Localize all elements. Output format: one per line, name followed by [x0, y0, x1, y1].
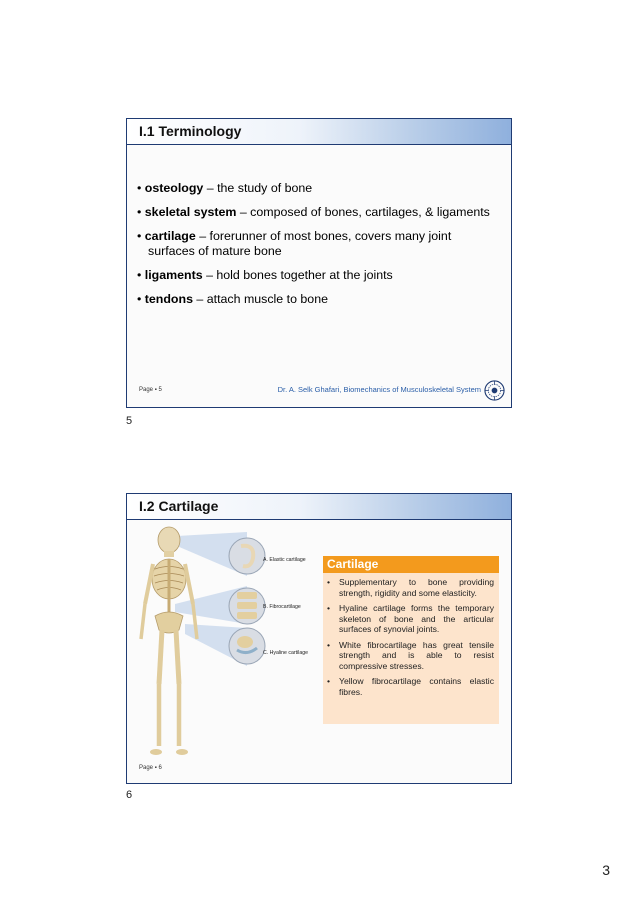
info-item-text: Supplementary to bone providing strength, rigidity and some elasticity. [339, 577, 494, 598]
info-item-text: White fibrocartilage has great tensile strength and is able to resist compressive stresses. [339, 639, 494, 671]
bullet-item: • tendons – attach muscle to bone [137, 292, 328, 306]
slide-number: 6 [126, 789, 133, 801]
slide-number: 5 [126, 415, 133, 427]
bullet-text-continued: surfaces of mature bone [148, 244, 282, 258]
bullet-term: osteology [144, 181, 204, 195]
bullet-list [137, 181, 509, 316]
slide-terminology [126, 118, 512, 408]
slide-title: I.1 Terminology [139, 123, 242, 139]
info-item: • White fibrocartilage has great tensile strength and is able to resist compressive stresses. [327, 639, 494, 671]
bullet-text: – composed of bones, cartilages, & ligaments [236, 205, 490, 219]
slide-title: I.2 Cartilage [139, 498, 219, 514]
info-list [323, 573, 499, 697]
slide-cartilage [126, 493, 512, 784]
footer-page-label: Page ▪ 5 [139, 387, 162, 393]
bullet-term: skeletal system [144, 205, 237, 219]
bullet-item: • ligaments – hold bones together at the joints [137, 268, 393, 282]
bullet-item: • cartilage – forerunner of most bones, covers many joint surfaces of mature bone [137, 229, 452, 258]
info-item: • Supplementary to bone providing strength, rigidity and some elasticity. [327, 577, 494, 598]
figure-label-elastic: A. Elastic cartilage [263, 557, 306, 563]
slide-header [127, 494, 511, 520]
bullet-text: – forerunner of most bones, covers many joint [195, 229, 452, 243]
bullet-text: – the study of bone [203, 181, 313, 195]
info-box-title: Cartilage [323, 556, 499, 573]
info-item-text: Yellow fibrocartilage contains elastic fibres. [339, 676, 494, 697]
info-item: • Hyaline cartilage forms the temporary skeleton of bone and the articular surfaces of synovial joints. [327, 603, 494, 634]
bullet-text: – attach muscle to bone [192, 292, 328, 306]
cartilage-info-box [323, 556, 499, 724]
slide-header [127, 119, 511, 145]
bullet-term: tendons [144, 292, 193, 306]
bullet-item: • skeletal system – composed of bones, cartilages, & ligaments [137, 205, 490, 219]
bullet-item: • osteology – the study of bone [137, 181, 313, 195]
figure-label-fibro: B. Fibrocartilage [263, 604, 301, 610]
info-item-text: Hyaline cartilage forms the temporary skeleton of bone and the articular surfaces of synovial joints. [339, 603, 494, 634]
bullet-term: ligaments [144, 268, 203, 282]
university-logo-icon [484, 380, 505, 401]
page-number: 3 [602, 862, 610, 878]
bullet-term: cartilage [144, 229, 196, 243]
bullet-text: – hold bones together at the joints [202, 268, 393, 282]
info-item: • Yellow fibrocartilage contains elastic fibres. [327, 676, 494, 697]
footer-page-label: Page ▪ 6 [139, 765, 162, 771]
footer-author: Dr. A. Selk Ghafari, Biomechanics of Musculoskeletal System [277, 385, 481, 394]
figure-label-hyaline: C. Hyaline cartilage [263, 650, 308, 656]
